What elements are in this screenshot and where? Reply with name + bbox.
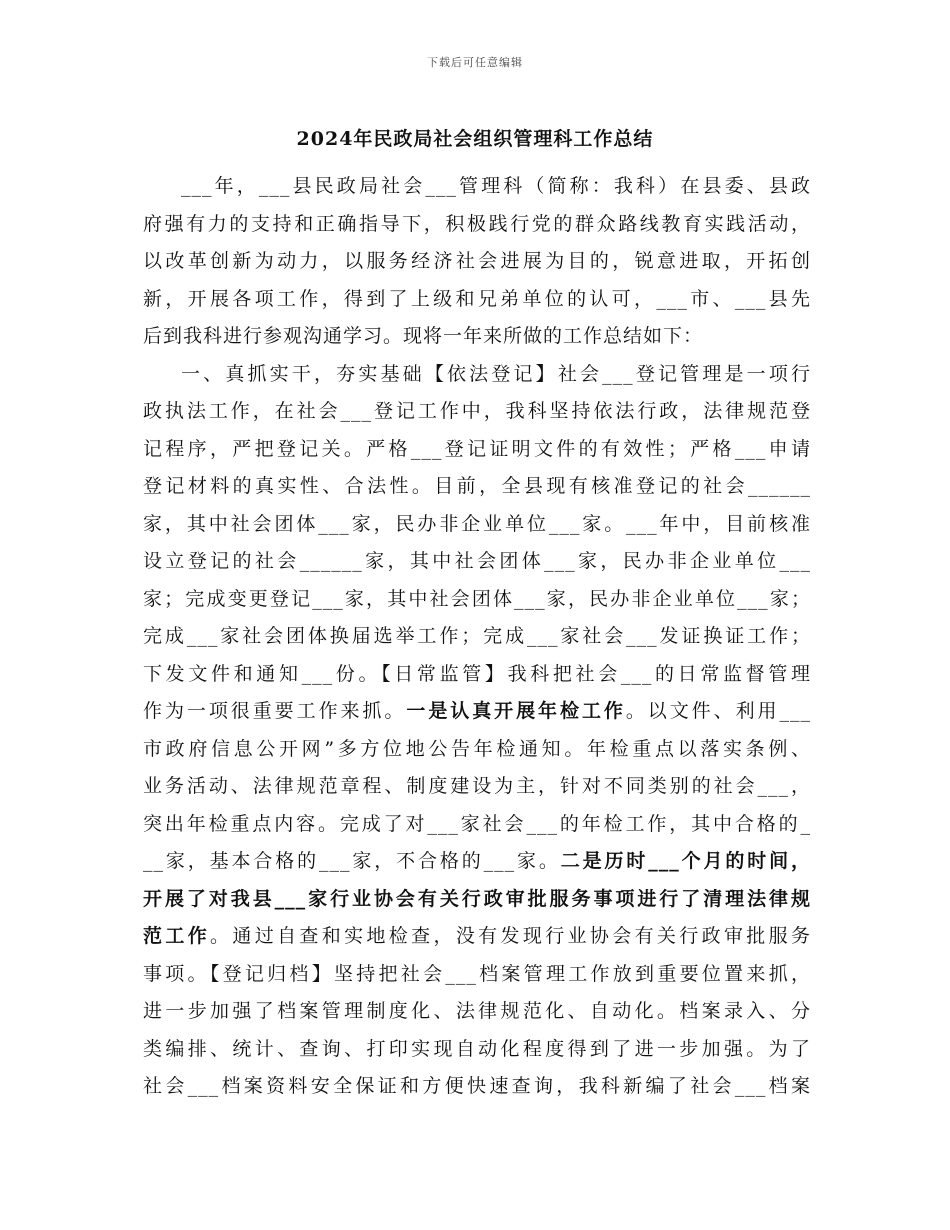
document-title: 2024年民政局社会组织管理科工作总结 [296,128,654,150]
text-line [143,281,811,319]
text-line [143,206,811,244]
text-line [143,356,811,394]
text-line [143,543,811,581]
bold-text-segment: 开展了对我县___家行业协会有关行政审批服务事项进行了清理法律规 [143,887,811,910]
text-line [143,656,811,694]
text-segment: 府强有力的支持和正确指导下，积极践行党的群众路线教育实践活动， [143,212,811,235]
text-segment: 记程序，严把登记关。严格___登记证明文件的有效性；严格___申请 [143,437,811,460]
bold-text-segment: 范工作 [143,925,211,947]
bold-text-segment: 二是历时___个月的时间， [560,850,811,872]
document-body [143,168,811,1106]
text-line [143,618,811,656]
text-line [143,956,811,994]
text-segment: 家，其中社会团体___家，民办非企业单位___家。___年中，目前核准 [143,512,811,535]
text-line [143,243,811,281]
text-segment: 进一步加强了档案管理制度化、法律规范化、自动化。档案录入、分 [143,1000,811,1022]
text-segment: 登记材料的真实性、合法性。目前，全县现有核准登记的社会______ [143,475,811,497]
text-segment: 新，开展各项工作，得到了上级和兄弟单位的认可，___市、___县先 [143,287,811,310]
text-line [143,168,811,206]
text-line [143,918,811,956]
text-line [143,1068,811,1106]
text-segment: 下发文件和通知___份。【日常监管】我科把社会___的日常监督管理 [143,662,811,685]
header-note: 下载后可任意编辑 [427,56,523,69]
text-line [143,693,811,731]
text-segment: 一、真抓实干，夯实基础【依法登记】社会___登记管理是一项行 [181,362,811,385]
text-line [143,506,811,544]
text-line [143,581,811,619]
text-line [143,318,811,356]
text-segment: 突出年检重点内容。完成了对___家社会___的年检工作，其中合格的_ [143,812,811,835]
text-segment: 。通过自查和实地检查，没有发现行业协会有关行政审批服务 [210,925,811,947]
text-segment: __家，基本合格的___家，不合格的___家。 [143,850,561,872]
text-line [143,393,811,431]
text-segment: 作为一项很重要工作来抓。 [143,700,407,722]
text-segment: 以改革创新为动力，以服务经济社会进展为目的，锐意进取，开拓创 [143,250,811,272]
text-line [143,843,811,881]
text-line [143,468,811,506]
text-segment: 事项。【登记归档】坚持把社会___档案管理工作放到重要位置来抓， [143,962,811,985]
text-segment: 市政府信息公开网”多方位地公告年检通知。年检重点以落实条例、 [143,737,811,760]
text-segment: 后到我科进行参观沟通学习。现将一年来所做的工作总结如下： [143,325,704,347]
text-line [143,993,811,1031]
text-segment: ___年，___县民政局社会___管理科（简称：我科）在县委、县政 [181,175,811,197]
text-segment: 类编排、统计、查询、打印实现自动化程度得到了进一步加强。为了 [143,1037,811,1060]
text-segment: 完成___家社会团体换届选举工作；完成___家社会___发证换证工作； [143,625,811,647]
text-segment: 政执法工作，在社会___登记工作中，我科坚持依法行政，法律规范登 [143,400,811,422]
text-segment: 。以文件、利用___ [625,700,811,722]
text-line [143,431,811,469]
text-segment: 社会___档案资料安全保证和方便快速查询，我科新编了社会___档案 [143,1075,811,1097]
text-line [143,881,811,919]
text-line [143,768,811,806]
text-segment: 家；完成变更登记___家，其中社会团体___家，民办非企业单位___家； [143,587,811,610]
text-segment: 设立登记的社会______家，其中社会团体___家，民办非企业单位___ [143,550,811,572]
text-line [143,731,811,769]
bold-text-segment: 一是认真开展年检工作 [406,700,626,722]
text-line [143,806,811,844]
text-line [143,1031,811,1069]
text-segment: 业务活动、法律规范章程、制度建设为主，针对不同类别的社会___， [143,775,811,797]
